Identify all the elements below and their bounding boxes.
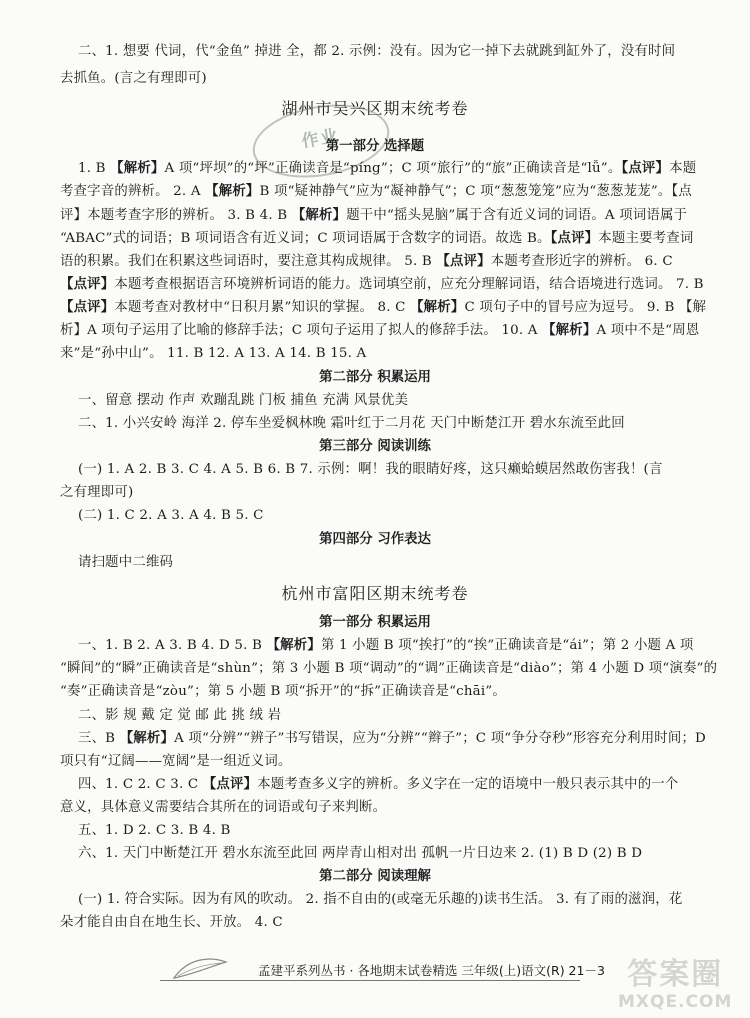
huzhou-part4-line: 请扫题中二维码 <box>78 555 174 570</box>
huzhou-part4-heading: 第四部分 习作表达 <box>319 532 431 547</box>
homework-stamp: 作业 <box>247 95 395 188</box>
huzhou-line-9: 来”是“孙中山”。 11. B 12. A 13. A 14. B 15. A <box>60 346 367 361</box>
hangzhou-part2-line-2: 朵才能自由自在地生长、开放。 4. C <box>60 915 283 930</box>
annotation-tag: 【解析】 <box>542 323 597 338</box>
huzhou-line-4: “ABAC”式的词语；B 项词语含有近义词；C 项词语属于含数字的词语。故选 B。【点评】本题主要考查词 <box>60 231 694 246</box>
huzhou-part3-line-2: 之有理即可) <box>60 485 134 500</box>
huzhou-line-3: 评】本题考查字形的辨析。 3. B 4. B 【解析】题干中“摇头晃脑”属于含有近义词的词语。A 项词语属于 <box>60 208 688 223</box>
huzhou-line-5: 语的积累。我们在积累这些词语时，要注意其构成规律。 5. B 【点评】本题考查形近字的辨析。 6. C <box>60 254 673 269</box>
huzhou-line-2: 考查字音的辨析。 2. A 【解析】B 项“疑神静气”应为“凝神静气”；C 项“葱葱笼笼”应为“葱葱茏茏”。【点 <box>60 184 692 199</box>
annotation-tag: 【解析】 <box>110 161 165 176</box>
huzhou-part3-heading: 第三部分 阅读训练 <box>319 439 431 454</box>
prev-answer-line-1: 二、1. 想要 代词，代“金鱼” 掉进 全，都 2. 示例：没有。因为它一掉下去就跳到缸外了，没有时间 <box>78 44 676 59</box>
huzhou-part1-heading: 第一部分 选择题 <box>325 139 425 154</box>
annotation-tag: 【点评】 <box>202 777 258 792</box>
hangzhou-line-2: “瞬间”的“瞬”正确读音是“shùn”；第 3 小题 B 项“调动”的“调”正确读音是“diào”；第 4 小题 D 项“演奏”的 <box>60 661 718 676</box>
huzhou-part3-line-1: (一) 1. A 2. B 3. C 4. A 5. B 6. B 7. 示例：啊！我的眼睛好疼，这只癞蛤蟆居然敢伤害我！(言 <box>78 462 663 477</box>
footer-text: 孟建平系列丛书 · 各地期末试卷精选 三年级(上)语文(R) 21－3 <box>258 963 605 978</box>
hangzhou-part2-line-1: (一) 1. 符合实际。因为有风的吹动。 2. 指不自由的(或毫无乐趣的)读书生活。 3. 有了雨的滋润，花 <box>78 892 683 907</box>
annotation-tag: 【解析】 <box>291 208 347 223</box>
huzhou-line-8: 析】A 项句子运用了比喻的修辞手法；C 项句子运用了拟人的修辞手法。 10. A 【解析】A 项中不是“周恩 <box>60 323 700 338</box>
hangzhou-exam-title: 杭州市富阳区期末统考卷 <box>281 584 469 603</box>
huzhou-part3-line-3: (二) 1. C 2. A 3. A 4. B 5. C <box>78 508 264 523</box>
hangzhou-line-7: 四、1. C 2. C 3. C 【点评】本题考查多义字的辨析。多义字在一定的语境中一般只表示其中的一个 <box>78 777 679 792</box>
huzhou-part2-line-2: 二、1. 小兴安岭 海洋 2. 停车坐爱枫林晚 霜叶红于二月花 天门中断楚江开 碧水东流至此回 <box>78 416 625 431</box>
annotation-tag: 【点评】 <box>550 231 599 246</box>
hangzhou-line-8: 意义，具体意义需要结合其所在的词语或句子来判断。 <box>60 800 387 815</box>
hangzhou-line-5: 三、B 【解析】A 项“分辨”“辨子”书写错误，应为“分辨”“辫子”；C 项“争分夺秒”形容充分利用时间；D <box>78 731 706 746</box>
huzhou-line-7: 【点评】本题考查对教材中“日积月累”知识的掌握。 8. C 【解析】C 项句子中的冒号应为逗号。 9. B 【解 <box>60 300 707 315</box>
hangzhou-part1-heading: 第一部分 积累运用 <box>319 615 431 630</box>
annotation-tag: 【解析】 <box>205 184 260 199</box>
watermark-url: MXQE.COM <box>618 992 733 1012</box>
annotation-tag: 【解析】 <box>266 638 321 653</box>
huzhou-line-6: 【点评】本题考查根据语言环境辨析词语的能力。选词填空前，应充分理解词语，结合语境进行选词。 7. B <box>60 277 704 292</box>
hangzhou-part2-heading: 第二部分 阅读理解 <box>319 869 431 884</box>
watermark-title: 答案圈 <box>627 957 724 992</box>
hangzhou-line-3: “奏”正确读音是“zòu”；第 5 小题 B 项“拆开”的“拆”正确读音是“chāi”。 <box>60 684 506 699</box>
annotation-tag: 【解析】 <box>119 731 175 746</box>
hangzhou-line-10: 六、1. 天门中断楚江开 碧水东流至此回 两岸青山相对出 孤帆一片日边来 2. (1) B D (2) B D <box>78 846 643 861</box>
annotation-tag: 【解析】 <box>410 300 465 315</box>
hangzhou-line-6: 项只有“辽阔——宽阔”是一组近义词。 <box>60 754 292 769</box>
site-watermark <box>618 958 732 1012</box>
annotation-tag: 【点评】 <box>60 277 115 292</box>
prev-answer-line-2: 去抓鱼。(言之有理即可) <box>60 71 207 86</box>
huzhou-part2-line-1: 一、留意 摆动 作声 欢蹦乱跳 门板 捕鱼 充满 风景优美 <box>78 393 409 408</box>
huzhou-exam-title: 湖州市吴兴区期末统考卷 <box>281 99 469 118</box>
annotation-tag: 【点评】 <box>436 254 491 269</box>
hangzhou-line-4: 二、影 规 戴 定 觉 邮 此 挑 绒 岩 <box>78 708 282 723</box>
annotation-tag: 【点评】 <box>60 300 115 315</box>
huzhou-line-1: 1. B 【解析】A 项“坪坝”的“坪”正确读音是“píng”；C 项“旅行”的“旅”正确读音是“lǚ”。【点评】本题 <box>78 161 697 176</box>
footer-rule <box>160 980 580 981</box>
hangzhou-line-1: 一、1. B 2. A 3. B 4. D 5. B 【解析】第 1 小题 B 项“挨打”的“挨”正确读音是“ái”；第 2 小题 A 项 <box>78 638 694 653</box>
hangzhou-line-9: 五、1. D 2. C 3. B 4. B <box>78 823 231 838</box>
annotation-tag: 【点评】 <box>621 161 670 176</box>
huzhou-part2-heading: 第二部分 积累运用 <box>319 370 431 385</box>
